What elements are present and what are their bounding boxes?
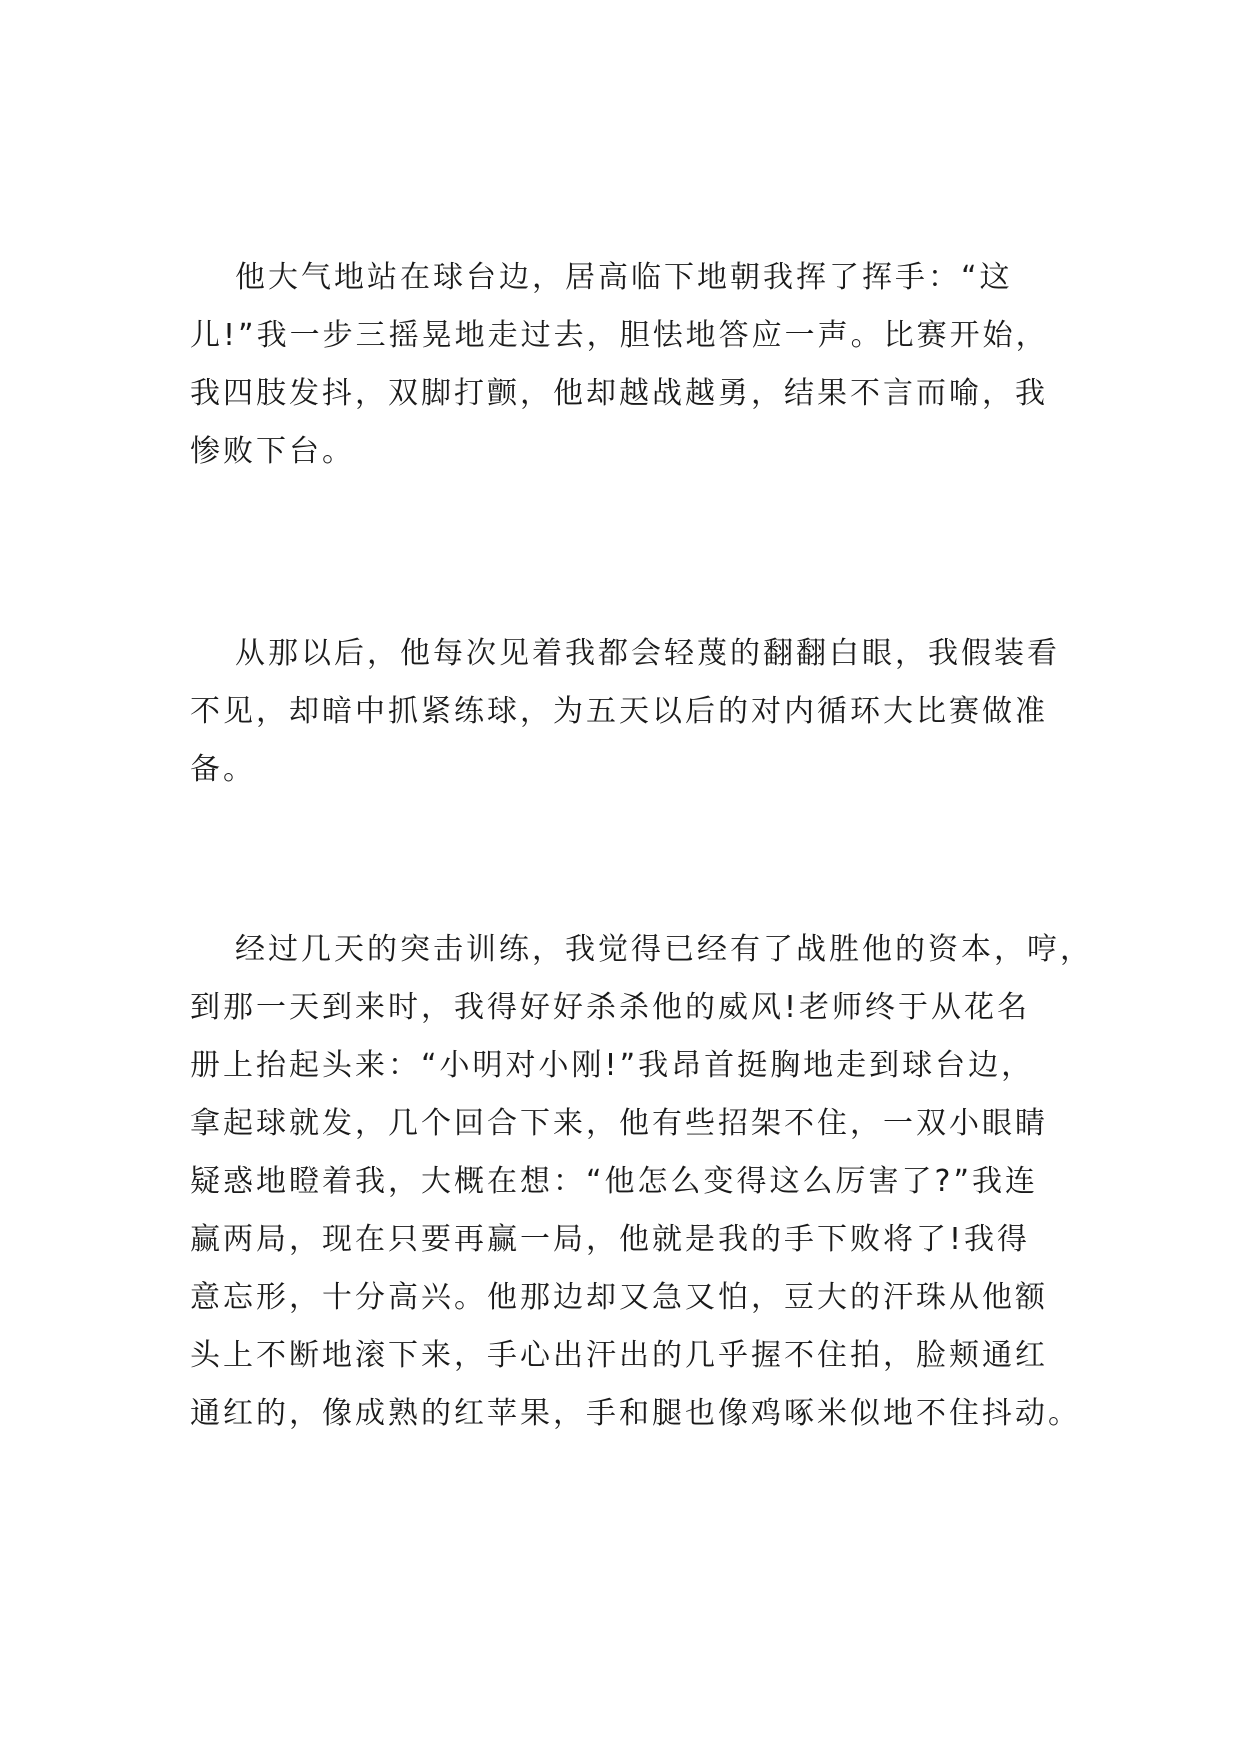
paragraph-line: 通红的，像成熟的红苹果，手和腿也像鸡啄米似地不住抖动。 [190, 1396, 1081, 1431]
paragraph-line: 拿起球就发，几个回合下来，他有些招架不住，一双小眼睛 [190, 1106, 1048, 1141]
paragraph-line: 他大气地站在球台边，居高临下地朝我挥了挥手：“这 [235, 260, 1013, 295]
paragraph-line: 到那一天到来时，我得好好杀杀他的威风!老师终于从花名 [190, 990, 1031, 1025]
paragraph-line: 儿!”我一步三摇晃地走过去，胆怯地答应一声。比赛开始， [190, 318, 1049, 353]
paragraph-line: 我四肢发抖，双脚打颤，他却越战越勇，结果不言而喻，我 [190, 376, 1048, 411]
paragraph-line: 从那以后，他每次见着我都会轻蔑的翻翻白眼，我假装看 [235, 636, 1060, 671]
paragraph-line: 意忘形，十分高兴。他那边却又急又怕，豆大的汗珠从他额 [190, 1280, 1048, 1315]
paragraph-line: 赢两局，现在只要再赢一局，他就是我的手下败将了!我得 [190, 1222, 1031, 1257]
paragraph-line: 惨败下台。 [190, 434, 355, 469]
paragraph-line: 册上抬起头来：“小明对小刚!”我昂首挺胸地走到球台边， [190, 1048, 1035, 1083]
paragraph-line: 不见，却暗中抓紧练球，为五天以后的对内循环大比赛做准 [190, 694, 1048, 729]
paragraph-line: 经过几天的突击训练，我觉得已经有了战胜他的资本，哼， [235, 932, 1093, 967]
paragraph-line: 疑惑地瞪着我，大概在想：“他怎么变得这么厉害了?”我连 [190, 1164, 1039, 1199]
paragraph-line: 头上不断地滚下来，手心出汗出的几乎握不住拍，脸颊通红 [190, 1338, 1048, 1373]
paragraph-line: 备。 [190, 752, 256, 787]
